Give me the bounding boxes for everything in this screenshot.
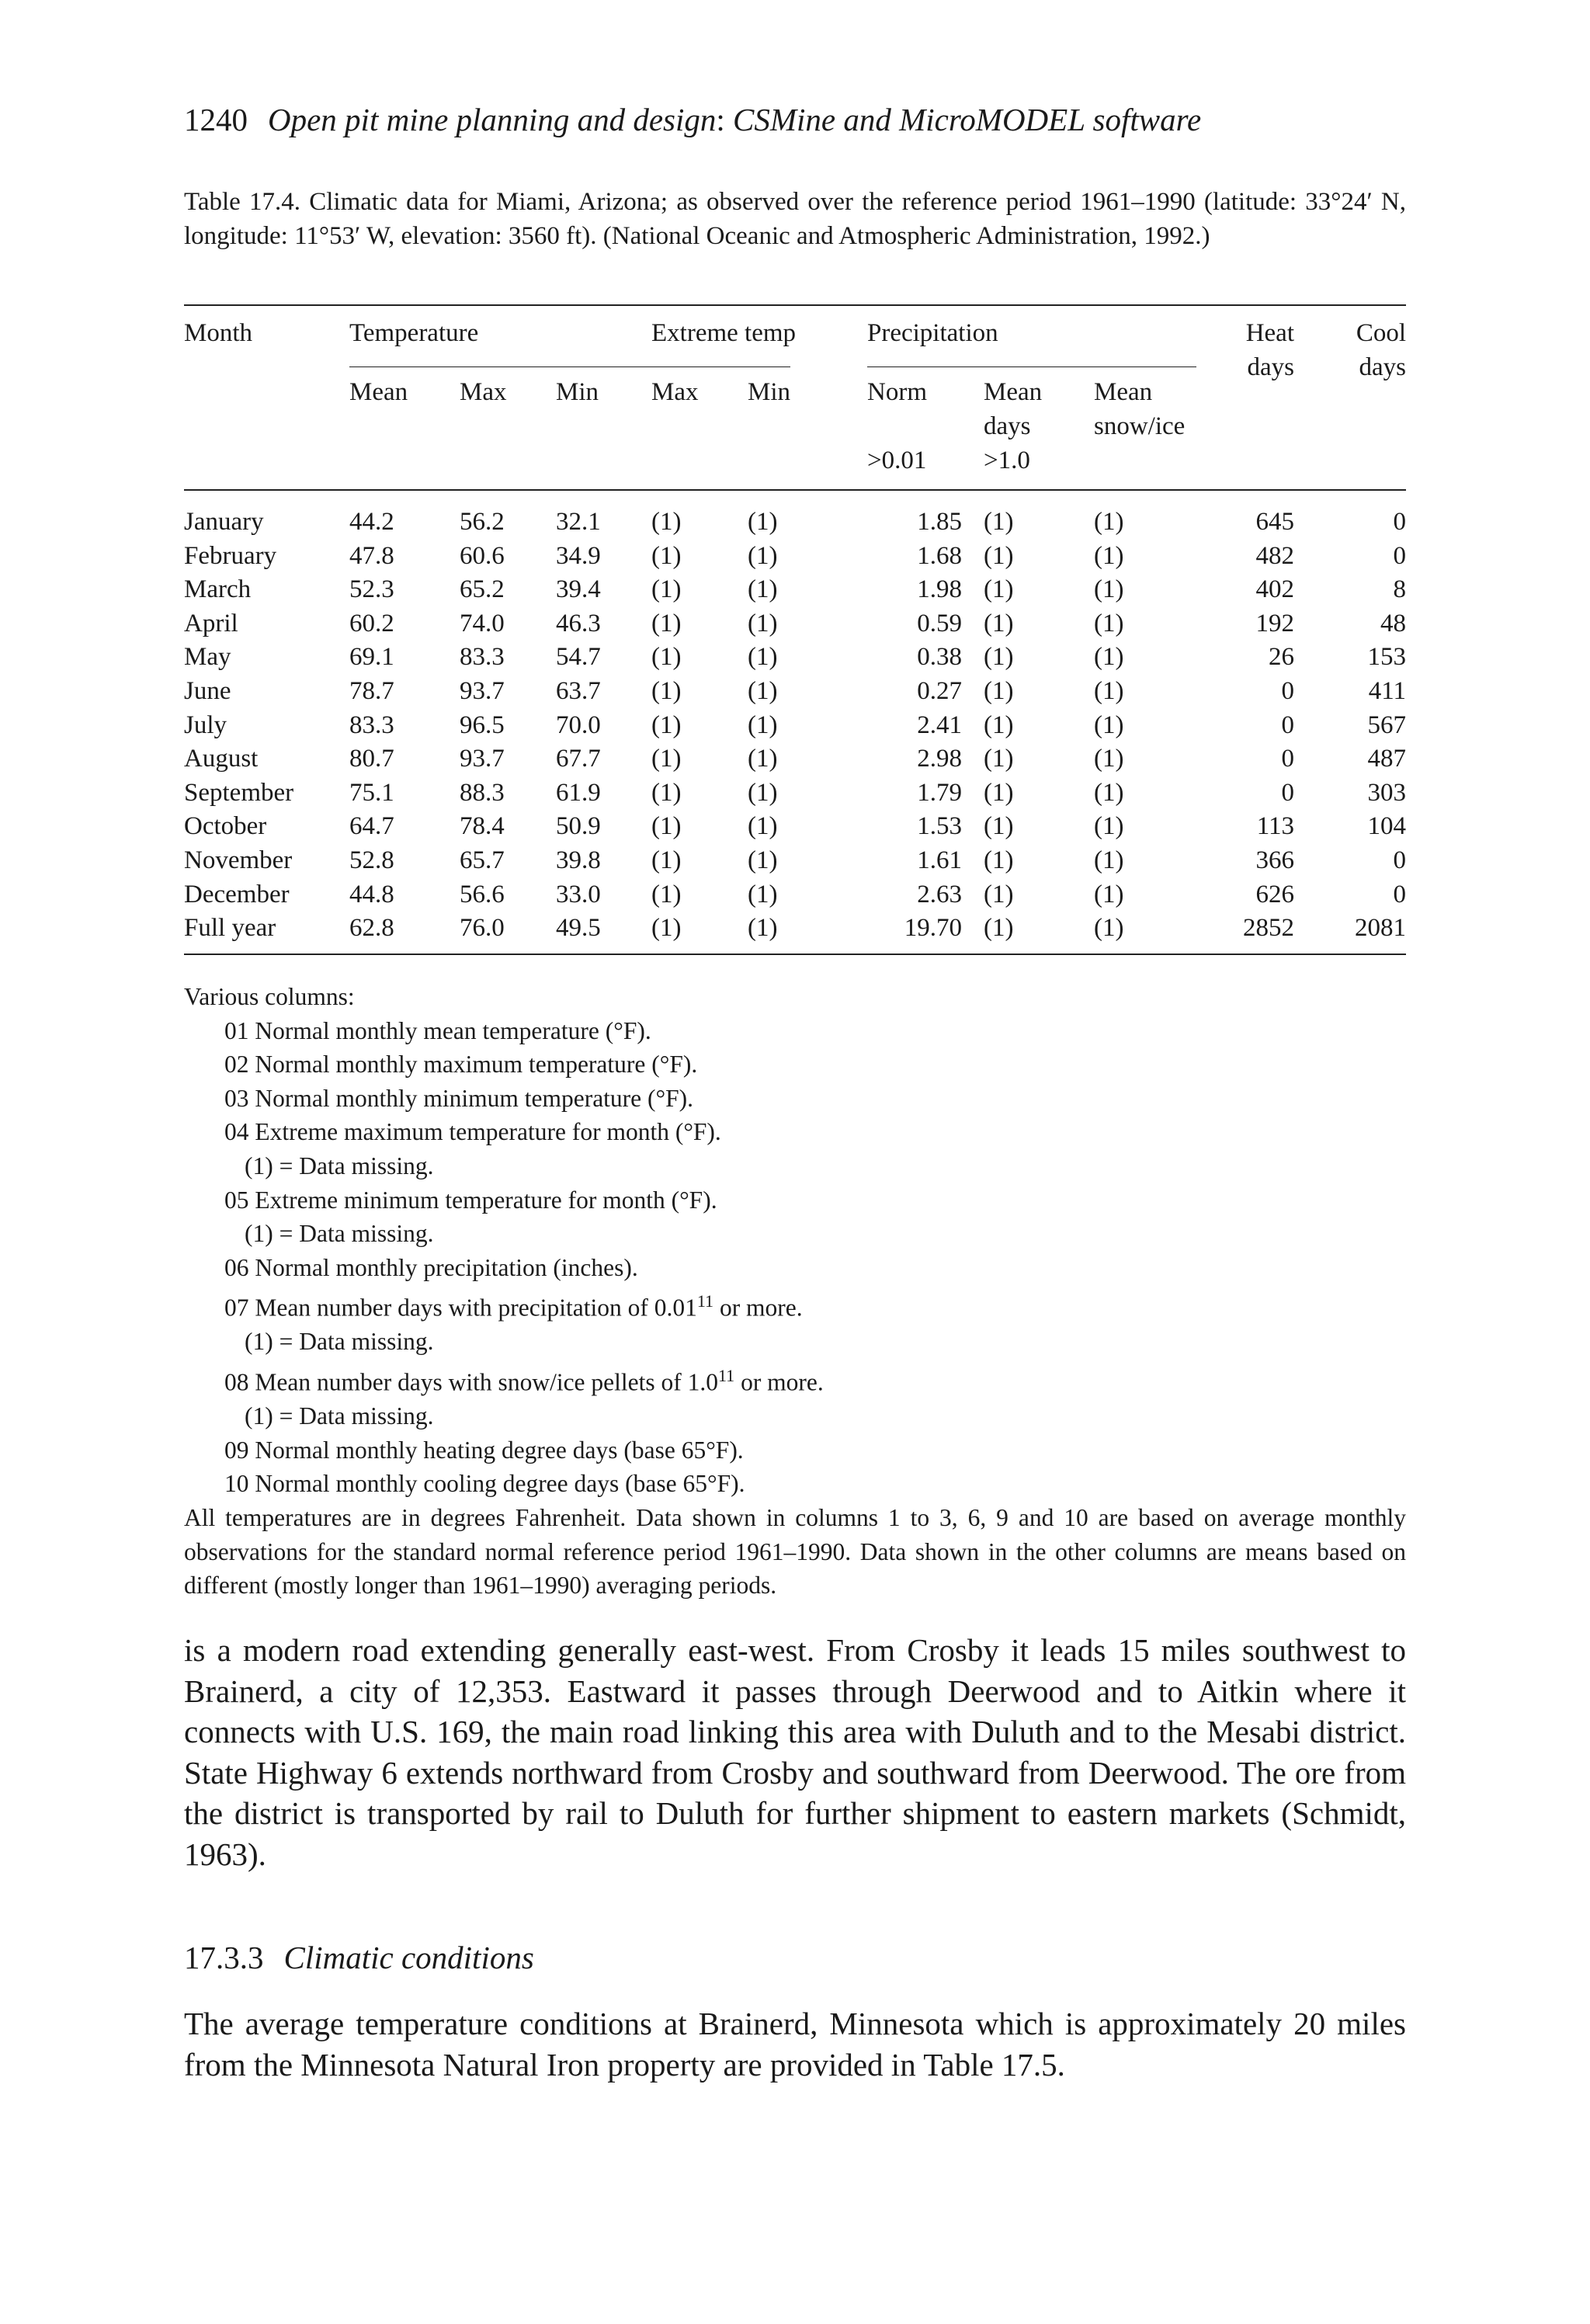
- cell-cool-days: 487: [1367, 745, 1406, 773]
- page-number: 1240: [184, 102, 248, 137]
- table-caption: Table 17.4. Climatic data for Miami, Arizona; as observed over the reference period 1961–1990 (latitude: 33°24′ N, longitude: 11°53′ W, elevation: 3560 ft). (National Oceanic and Atmospheric Administration, 1992.): [184, 188, 1406, 250]
- notes-heading: Various columns:: [184, 983, 355, 1010]
- cell-mean: 60.2: [349, 609, 394, 637]
- cell-mean-days: (1): [984, 575, 1014, 604]
- cell-min: 39.4: [556, 575, 601, 604]
- note-item: 03 Normal monthly minimum temperature (°F).: [224, 1084, 693, 1112]
- cell-month: December: [184, 880, 290, 908]
- cell-mean-days: (1): [984, 778, 1014, 807]
- cell-cool-days: 303: [1367, 778, 1406, 807]
- cell-norm: 1.68: [917, 541, 962, 570]
- cell-mean: 44.8: [349, 880, 394, 908]
- notes-list: [184, 1014, 1406, 1501]
- cell-mean-snow: (1): [1094, 880, 1124, 908]
- cell-mean: 52.8: [349, 846, 394, 874]
- cell-ext-min: (1): [748, 609, 778, 637]
- cell-cool-days: 0: [1393, 880, 1406, 908]
- cell-month: April: [184, 609, 238, 637]
- col-header-ext-min: Min: [748, 378, 791, 406]
- cell-cool-days: 153: [1367, 643, 1406, 672]
- cell-heat-days: 0: [1281, 710, 1294, 739]
- cell-mean-days: (1): [984, 541, 1014, 570]
- cell-ext-min: (1): [748, 541, 778, 570]
- cell-norm: 19.70: [904, 914, 962, 943]
- cell-cool-days: 0: [1393, 508, 1406, 536]
- cell-max: 56.2: [460, 508, 505, 536]
- cell-mean-snow: (1): [1094, 609, 1124, 637]
- cell-max: 65.7: [460, 846, 505, 874]
- note-item: (1) = Data missing.: [245, 1402, 434, 1430]
- cell-ext-max: (1): [651, 508, 682, 536]
- cell-norm: 0.38: [917, 643, 962, 672]
- cell-mean-snow: (1): [1094, 778, 1124, 807]
- cell-ext-min: (1): [748, 575, 778, 604]
- col-header-cool-days-1: Cool: [1356, 319, 1406, 347]
- cell-ext-max: (1): [651, 609, 682, 637]
- note-item: 09 Normal monthly heating degree days (base 65°F).: [224, 1436, 744, 1464]
- table-top-rule: [184, 304, 1406, 306]
- cell-mean-days: (1): [984, 914, 1014, 943]
- cell-ext-max: (1): [651, 710, 682, 739]
- col-header-min: Min: [556, 378, 599, 406]
- cell-mean-snow: (1): [1094, 710, 1124, 739]
- cell-mean-snow: (1): [1094, 914, 1124, 943]
- cell-mean-days: (1): [984, 609, 1014, 637]
- col-header-month: Month: [184, 319, 253, 347]
- running-head: [184, 101, 1201, 138]
- cell-norm: 1.53: [917, 812, 962, 841]
- cell-month: July: [184, 710, 227, 739]
- body-paragraph-1: is a modern road extending generally east-west. From Crosby it leads 15 miles southwest to Brainerd, a city of 12,353. Eastward it passes through Deerwood and to Aitkin where it connects with U.S. 169, the main road linking this area with Duluth and to the Mesabi district. State Highway 6 extends northward from Crosby and southward from Deerwood. The ore from the district is transported by rail to Duluth for further shipment to eastern markets (Schmidt, 1963).: [184, 1632, 1406, 1872]
- cell-mean-snow: (1): [1094, 745, 1124, 773]
- col-header-max: Max: [460, 378, 507, 406]
- col-header-ext-max: Max: [651, 378, 699, 406]
- cell-norm: 1.98: [917, 575, 962, 604]
- cell-ext-min: (1): [748, 710, 778, 739]
- cell-mean: 44.2: [349, 508, 394, 536]
- cell-min: 50.9: [556, 812, 601, 841]
- col-header-extreme-temp: Extreme temp: [651, 319, 797, 347]
- cell-norm: 1.79: [917, 778, 962, 807]
- cell-mean: 64.7: [349, 812, 394, 841]
- cell-norm: 0.27: [917, 677, 962, 705]
- cell-ext-min: (1): [748, 643, 778, 672]
- col-header-precipitation: Precipitation: [867, 319, 998, 347]
- cell-ext-max: (1): [651, 846, 682, 874]
- cell-max: 78.4: [460, 812, 505, 841]
- cell-cool-days: 104: [1367, 812, 1406, 841]
- cell-month: June: [184, 677, 231, 705]
- cell-month: March: [184, 575, 252, 604]
- cell-ext-min: (1): [748, 778, 778, 807]
- cell-min: 70.0: [556, 710, 601, 739]
- cell-mean-snow: (1): [1094, 575, 1124, 604]
- cell-mean: 69.1: [349, 643, 394, 672]
- extreme-subrule: [652, 366, 776, 367]
- note-item: 06 Normal monthly precipitation (inches).: [224, 1253, 638, 1281]
- cell-ext-max: (1): [651, 880, 682, 908]
- cell-heat-days: 192: [1255, 609, 1294, 637]
- col-header-heat-days-1: Heat: [1245, 319, 1294, 347]
- notes-footer: All temperatures are in degrees Fahrenheit. Data shown in columns 1 to 3, 6, 9 and 10 are based on average monthly observations for the standard normal reference period 1961–1990. Data shown in the other columns are means based on different (mostly longer than 1961–1990) averaging periods.: [184, 1503, 1406, 1600]
- cell-cool-days: 567: [1367, 710, 1406, 739]
- cell-heat-days: 482: [1255, 541, 1294, 570]
- cell-mean-snow: (1): [1094, 508, 1124, 536]
- cell-min: 63.7: [556, 677, 601, 705]
- cell-cool-days: 0: [1393, 541, 1406, 570]
- col-header-mean-days-2: days: [984, 412, 1031, 440]
- cell-norm: 2.63: [917, 880, 962, 908]
- cell-min: 67.7: [556, 745, 601, 773]
- cell-mean: 83.3: [349, 710, 394, 739]
- cell-heat-days: 113: [1256, 812, 1294, 841]
- cell-heat-days: 402: [1255, 575, 1294, 604]
- cell-month: November: [184, 846, 293, 874]
- col-header-norm-sub: >0.01: [867, 446, 927, 474]
- note-item: 07 Mean number days with precipitation of 0.01$^{11}$ or more.: [224, 1291, 803, 1322]
- col-header-mean-snow-2: snow/ice: [1094, 412, 1186, 440]
- cell-ext-min: (1): [748, 508, 778, 536]
- col-header-norm: Norm: [867, 378, 927, 406]
- cell-min: 39.8: [556, 846, 601, 874]
- cell-month: February: [184, 541, 277, 570]
- cell-ext-max: (1): [651, 914, 682, 943]
- cell-heat-days: 2852: [1243, 914, 1294, 943]
- cell-ext-max: (1): [651, 812, 682, 841]
- cell-ext-max: (1): [651, 745, 682, 773]
- note-item: 08 Mean number days with snow/ice pellets of $1.0^{11}$ or more.: [224, 1366, 824, 1396]
- table-bottom-rule: [184, 954, 1406, 955]
- cell-mean: 62.8: [349, 914, 394, 943]
- cell-mean: 78.7: [349, 677, 394, 705]
- note-item: 10 Normal monthly cooling degree days (base 65°F).: [224, 1470, 745, 1498]
- cell-max: 96.5: [460, 710, 505, 739]
- cell-month: September: [184, 778, 294, 807]
- cell-ext-min: (1): [748, 846, 778, 874]
- cell-norm: 0.59: [917, 609, 962, 637]
- note-item: 02 Normal monthly maximum temperature (°F).: [224, 1051, 698, 1079]
- cell-mean-snow: (1): [1094, 846, 1124, 874]
- cell-month: Full year: [184, 914, 276, 943]
- cell-mean-snow: (1): [1094, 541, 1124, 570]
- table-header-rule: [184, 489, 1406, 491]
- col-header-cool-days-2: days: [1359, 353, 1406, 381]
- cell-heat-days: 26: [1269, 643, 1294, 672]
- cell-norm: 1.61: [917, 846, 962, 874]
- col-header-mean-snow-1: Mean: [1094, 378, 1153, 406]
- col-header-mean-days-3: >1.0: [984, 446, 1030, 474]
- section-heading: [184, 1939, 534, 1976]
- section-number: 17.3.3: [184, 1940, 264, 1975]
- cell-max: 56.6: [460, 880, 505, 908]
- cell-cool-days: 2081: [1355, 914, 1406, 943]
- col-header-temperature: Temperature: [349, 319, 479, 347]
- cell-ext-max: (1): [651, 778, 682, 807]
- col-header-mean-days-1: Mean: [984, 378, 1043, 406]
- cell-heat-days: 0: [1281, 745, 1294, 773]
- cell-min: 54.7: [556, 643, 601, 672]
- cell-min: 34.9: [556, 541, 601, 570]
- cell-max: 93.7: [460, 745, 505, 773]
- cell-mean-days: (1): [984, 812, 1014, 841]
- col-header-heat-days-2: days: [1247, 353, 1294, 381]
- cell-cool-days: 8: [1393, 575, 1406, 604]
- cell-max: 93.7: [460, 677, 505, 705]
- cell-heat-days: 0: [1281, 778, 1294, 807]
- cell-heat-days: 645: [1255, 508, 1294, 536]
- section-title: Climatic conditions: [283, 1940, 534, 1975]
- cell-mean: 80.7: [349, 745, 394, 773]
- cell-mean: 52.3: [349, 575, 394, 604]
- note-item: 05 Extreme minimum temperature for month (°F).: [224, 1186, 717, 1214]
- cell-max: 65.2: [460, 575, 505, 604]
- cell-cool-days: 0: [1393, 846, 1406, 874]
- cell-cool-days: 48: [1380, 609, 1406, 637]
- cell-mean: 75.1: [349, 778, 394, 807]
- note-item: 04 Extreme maximum temperature for month (°F).: [224, 1118, 721, 1146]
- note-item: (1) = Data missing.: [245, 1152, 434, 1179]
- cell-norm: 1.85: [917, 508, 962, 536]
- table-notes: [184, 980, 1406, 1603]
- cell-min: 32.1: [556, 508, 601, 536]
- cell-ext-max: (1): [651, 541, 682, 570]
- cell-ext-max: (1): [651, 575, 682, 604]
- cell-min: 33.0: [556, 880, 601, 908]
- cell-month: October: [184, 812, 267, 841]
- book-title: Open pit mine planning and design: CSMine and MicroMODEL software: [268, 102, 1202, 137]
- cell-max: 88.3: [460, 778, 505, 807]
- cell-heat-days: 366: [1255, 846, 1294, 874]
- cell-ext-min: (1): [748, 812, 778, 841]
- note-item: (1) = Data missing.: [245, 1328, 434, 1356]
- body-paragraph-2: The average temperature conditions at Brainerd, Minnesota which is approximately 20 miles from the Minnesota Natural Iron property are provided in Table 17.5.: [184, 2006, 1406, 2083]
- cell-norm: 2.98: [917, 745, 962, 773]
- cell-heat-days: 626: [1255, 880, 1294, 908]
- cell-norm: 2.41: [917, 710, 962, 739]
- cell-ext-max: (1): [651, 643, 682, 672]
- cell-ext-min: (1): [748, 914, 778, 943]
- precipitation-subrule: [867, 366, 1196, 367]
- cell-mean-snow: (1): [1094, 643, 1124, 672]
- cell-max: 60.6: [460, 541, 505, 570]
- cell-ext-min: (1): [748, 677, 778, 705]
- cell-month: January: [184, 508, 264, 536]
- cell-mean-days: (1): [984, 508, 1014, 536]
- cell-ext-max: (1): [651, 677, 682, 705]
- note-item: 01 Normal monthly mean temperature (°F).: [224, 1016, 651, 1044]
- cell-min: 49.5: [556, 914, 601, 943]
- cell-mean-days: (1): [984, 846, 1014, 874]
- cell-mean-days: (1): [984, 745, 1014, 773]
- cell-min: 61.9: [556, 778, 601, 807]
- cell-mean-days: (1): [984, 677, 1014, 705]
- cell-cool-days: 411: [1368, 677, 1406, 705]
- cell-ext-min: (1): [748, 880, 778, 908]
- cell-max: 76.0: [460, 914, 505, 943]
- cell-max: 74.0: [460, 609, 505, 637]
- cell-month: August: [184, 745, 259, 773]
- cell-mean-snow: (1): [1094, 677, 1124, 705]
- col-header-mean: Mean: [349, 378, 408, 406]
- cell-min: 46.3: [556, 609, 601, 637]
- cell-mean-days: (1): [984, 880, 1014, 908]
- cell-ext-min: (1): [748, 745, 778, 773]
- cell-mean-days: (1): [984, 710, 1014, 739]
- cell-mean-days: (1): [984, 643, 1014, 672]
- cell-heat-days: 0: [1281, 677, 1294, 705]
- cell-month: May: [184, 643, 231, 672]
- cell-mean-snow: (1): [1094, 812, 1124, 841]
- cell-mean: 47.8: [349, 541, 394, 570]
- note-item: (1) = Data missing.: [245, 1220, 434, 1248]
- cell-max: 83.3: [460, 643, 505, 672]
